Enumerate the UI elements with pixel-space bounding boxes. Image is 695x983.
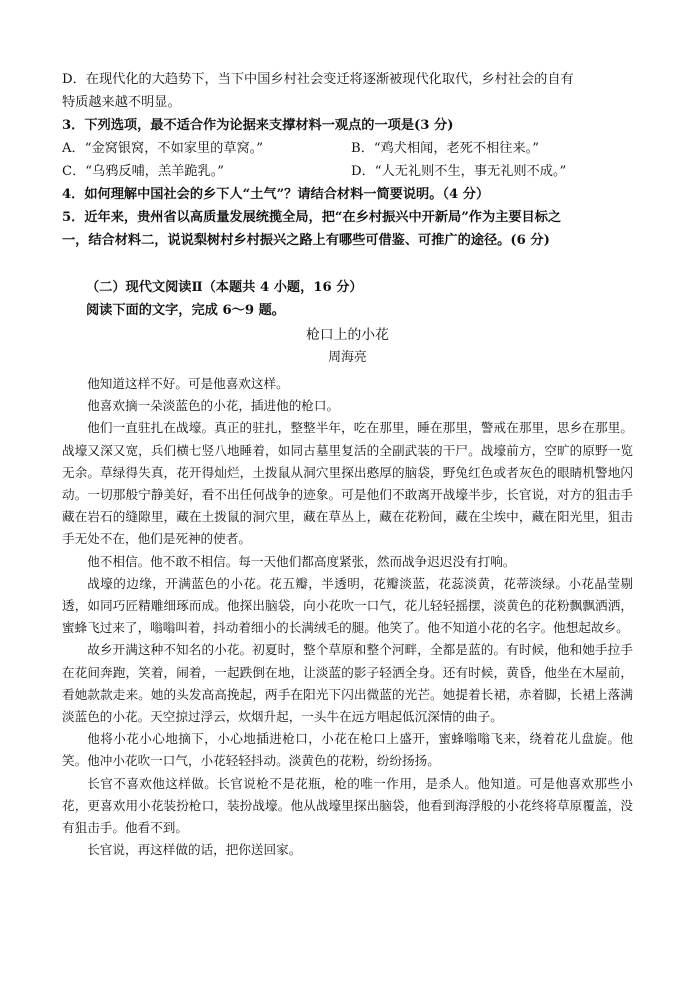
- reading-section: [62, 276, 633, 861]
- section-gap: [62, 252, 633, 276]
- question-3-options-row-2: [62, 160, 633, 183]
- story-paragraph: 长官说，再这样做的话，把你送回家。: [87, 842, 302, 858]
- section-instruction: 阅读下面的文字，完成 6～9 题。: [86, 303, 285, 318]
- story-paragraph: 他们一直驻扎在战壕。真正的驻扎，整整半年，吃在那里，睡在那里，警戒在那里，思乡在那里。战壕又深又宽，兵们横七竖八地睡着，如同古墓里复活的全副武装的干尸。战壕前方，空旷的原野一览无余。草绿得失真，花开得灿烂，土拨鼠从洞穴里探出憨厚的脑袋，野兔红色或者灰色的眼睛机警地闪动。一切那般宁静美好，看不出任何战争的迹象。可是他们不敢离开战壕半步，长官说，对方的狙击手藏在岩石的缝隙里，藏在土拨鼠的洞穴里，藏在草丛上，藏在花粉间，藏在尘埃中，藏在阳光里，狙击手无处不在，他们是死神的使者。: [62, 420, 633, 547]
- option-d-line-1: D．在现代化的大趋势下，当下中国乡村社会变迁将逐渐被现代化取代，乡村社会的自有: [62, 72, 574, 87]
- question-3-options-row-1: [62, 137, 633, 160]
- story-paragraph: 战壕的边缘，开满蓝色的小花。花五瓣，半透明，花瓣淡蓝，花蕊淡黄，花蒂淡绿。小花晶莹剔透，如同巧匠精雕细琢而成。他探出脑袋，向小花吹一口气，花儿轻轻摇摆，淡黄色的花粉飘飘洒洒，蜜蜂飞过来了，嗡嗡叫着，抖动着细小的长满绒毛的腿。他笑了。他不知道小花的名字。他想起故乡。: [62, 575, 633, 636]
- story-paragraph: 他知道这样不好。可是他喜欢这样。: [87, 376, 289, 391]
- question-4: 4．如何理解中国社会的乡下人“土气”？请结合材料一简要说明。（4 分）: [62, 187, 490, 202]
- story-body: [62, 373, 633, 861]
- question-5-line-2: 一，结合材料二，说说梨树村乡村振兴之路上有哪些可借鉴、可推广的途径。(6 分): [62, 233, 550, 248]
- question-block: [62, 68, 633, 252]
- story-paragraph: 他不相信。他不敢不相信。每一天他们都高度紧张，然而战争迟迟没有打响。: [87, 553, 516, 569]
- question-3: 3．下列选项，最不适合作为论据来支撑材料一观点的一项是(3 分): [62, 118, 454, 133]
- story-paragraph: 故乡开满这种不知名的小花。初夏时，整个草原和整个河畔，全都是蓝的。有时候，他和她手拉手在花间奔跑，笑着，闹着，一起跌倒在地，让淡蓝的影子轻洒全身。还有时候，黄昏，他坐在木屋前，看她款款走来。她的头发高高挽起，两手在阳光下闪出微蓝的光芒。她提着长裙，赤着脚，长裙上落满淡蓝色的小花。天空掠过浮云，炊烟升起，一头牛在远方唱起低沉深情的曲子。: [62, 642, 633, 725]
- story-author: 周海亮: [328, 350, 367, 365]
- story-paragraph: 他喜欢摘一朵淡蓝色的小花，插进他的枪口。: [87, 398, 340, 414]
- option-d: D．“人无礼则不生，事无礼则不成。”: [351, 164, 567, 179]
- story-paragraph: 他将小花小心地摘下，小心地插进枪口，小花在枪口上盛开，蜜蜂嗡嗡飞来，绕着花儿盘旋。他笑。他冲小花吹一口气，小花轻轻抖动。淡黄色的花粉，纷纷扬扬。: [62, 731, 633, 769]
- option-a: A．“金窝银窝，不如家里的草窝。”: [62, 141, 264, 156]
- section-heading: （二）现代文阅读Ⅱ（本题共 4 小题，16 分）: [86, 280, 363, 295]
- story-paragraph: 长官不喜欢他这样做。长官说枪不是花瓶，枪的唯一作用，是杀人。他知道。可是他喜欢那些小花，更喜欢用小花装扮枪口，装扮战壕。他从战壕里探出脑袋，他看到海浮般的小花终将草原覆盖，没有狙击手。他看不到。: [62, 775, 633, 836]
- option-b: B．“鸡犬相闻，老死不相往来。”: [351, 141, 540, 156]
- question-5-line-1: 5．近年来，贵州省以高质量发展统揽全局，把“在乡村振兴中开新局”作为主要目标之: [62, 210, 562, 225]
- option-d-line-2: 特质越来越不明显。: [62, 95, 181, 110]
- option-c: C．“乌鸦反哺，羔羊跪乳。”: [62, 164, 225, 179]
- story-title: 枪口上的小花: [306, 327, 389, 343]
